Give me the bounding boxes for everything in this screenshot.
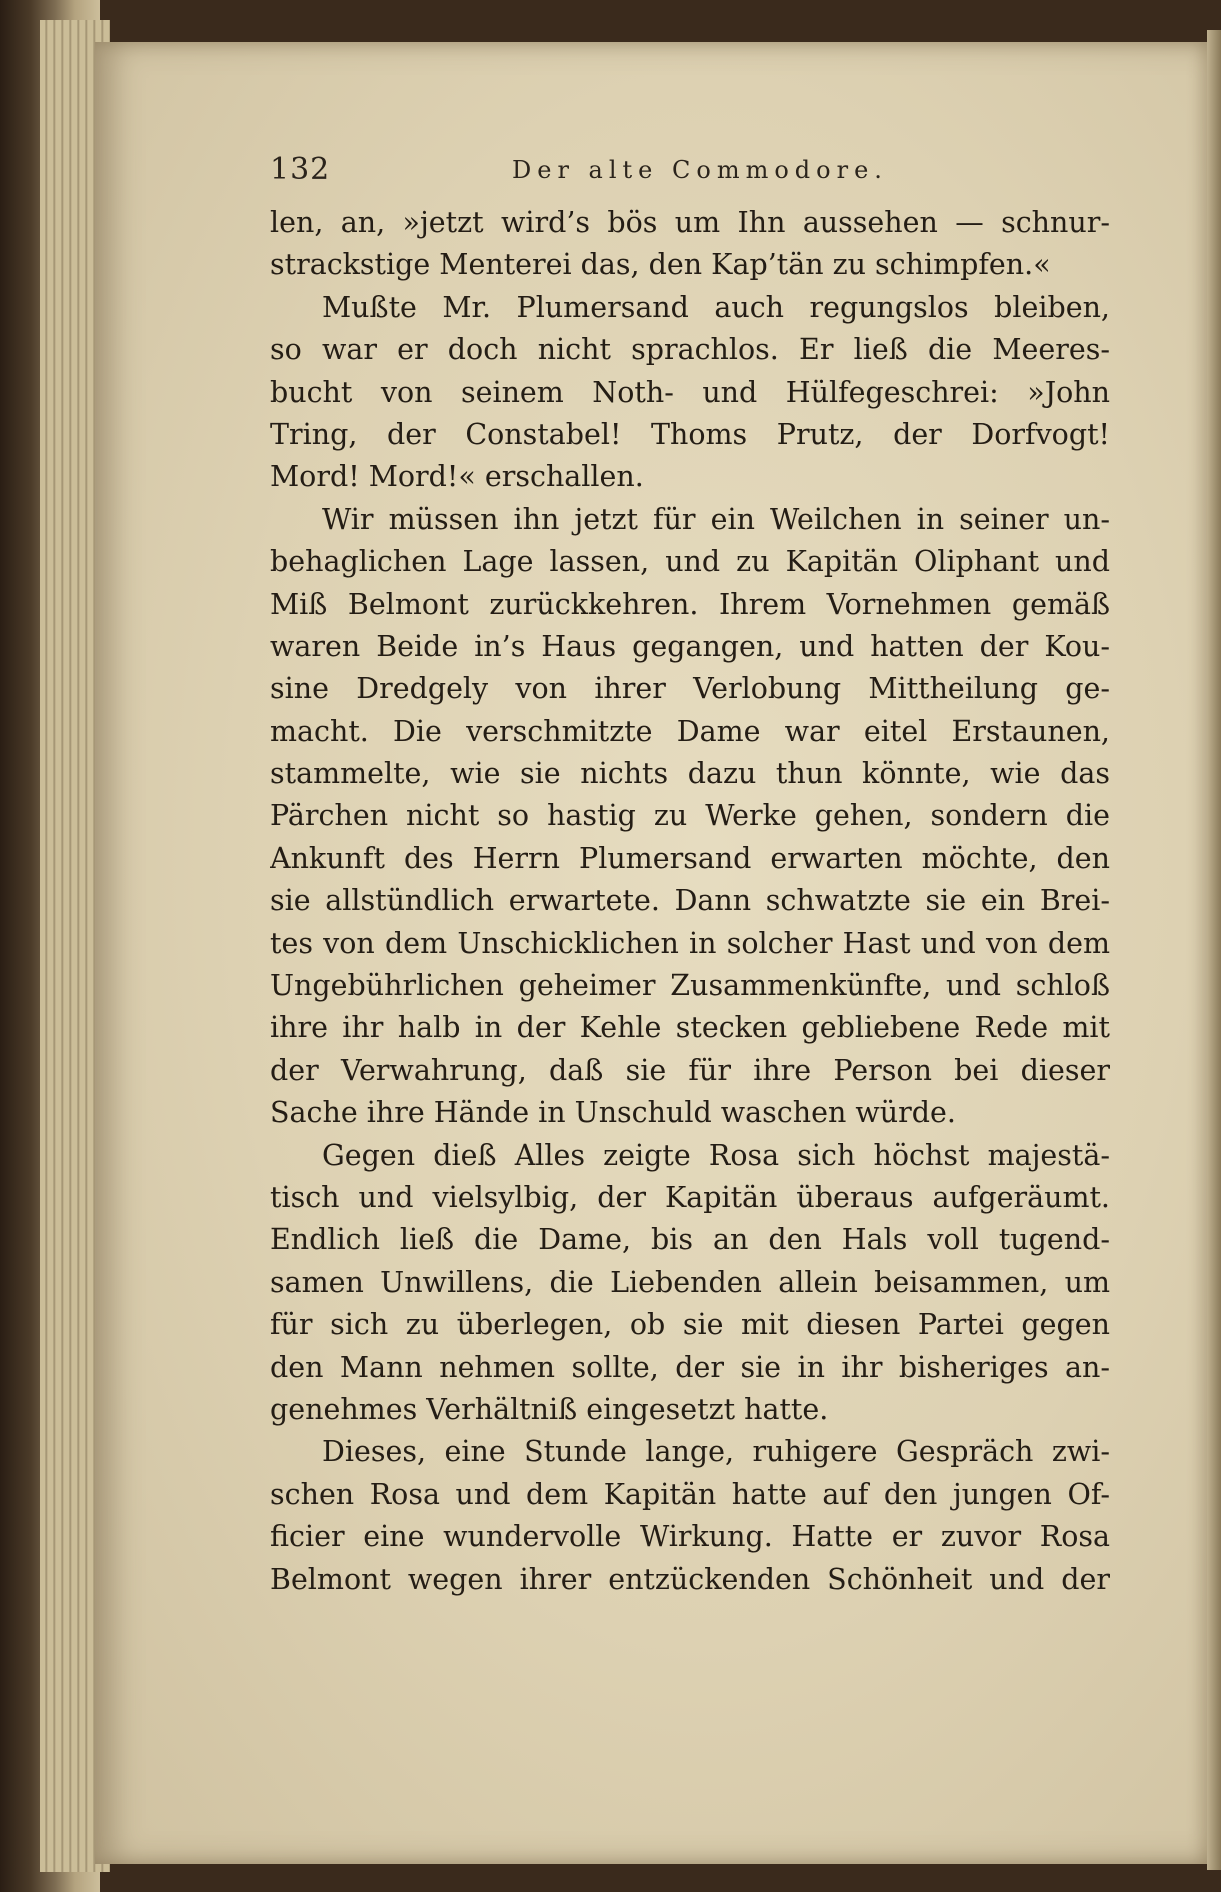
text-line: für sich zu überlegen, ob sie mit diesen Partei gegen <box>270 1308 1110 1342</box>
text-line: sie allstündlich erwartete. Dann schwatzte sie ein Brei- <box>270 884 1110 918</box>
text-line: Pärchen nicht so hastig zu Werke gehen, sondern die <box>270 799 1110 833</box>
body-text <box>270 202 1110 1601</box>
running-title: Der alte Commodore. <box>512 156 888 184</box>
text-line: tisch und vielsylbig, der Kapitän überaus aufgeräumt. <box>270 1180 1110 1214</box>
text-line: Mußte Mr. Plumersand auch regungslos bleiben, <box>322 290 1110 324</box>
text-line: der Verwahrung, daß sie für ihre Person bei dieser <box>270 1053 1110 1087</box>
text-line: den Mann nehmen sollte, der sie in ihr bisheriges an- <box>270 1350 1110 1384</box>
text-line: schen Rosa und dem Kapitän hatte auf den jungen Of- <box>270 1477 1110 1511</box>
page-number: 132 <box>270 152 331 187</box>
text-line: sine Dredgely von ihrer Verlobung Mittheilung ge- <box>270 672 1110 706</box>
text-line: Tring, der Constabel! Thoms Prutz, der Dorfvogt! <box>270 417 1110 451</box>
text-line: genehmes Verhältniß eingesetzt hatte. <box>270 1392 829 1426</box>
text-line: ihre ihr halb in der Kehle stecken gebliebene Rede mit <box>270 1011 1110 1045</box>
text-line: so war er doch nicht sprachlos. Er ließ die Meeres- <box>270 333 1110 367</box>
text-line: macht. Die verschmitzte Dame war eitel Erstaunen, <box>270 714 1110 748</box>
text-line: Mord! Mord!« erschallen. <box>270 460 644 494</box>
text-line: len, an, »jetzt wird’s bös um Ihn aussehen — schnur- <box>270 206 1110 239</box>
right-page-edge <box>1207 30 1221 1870</box>
text-line: Ungebührlichen geheimer Zusammenkünfte, und schloß <box>270 969 1110 1003</box>
text-line: stammelte, wie sie nichts dazu thun könnte, wie das <box>270 757 1110 791</box>
text-line: Sache ihre Hände in Unschuld waschen würde. <box>270 1096 956 1130</box>
text-line: Endlich ließ die Dame, bis an den Hals voll tugend- <box>270 1223 1110 1257</box>
text-line: ficier eine wundervolle Wirkung. Hatte er zuvor Rosa <box>270 1520 1110 1554</box>
text-line: Wir müssen ihn jetzt für ein Weilchen in seiner un- <box>322 502 1110 536</box>
text-line: samen Unwillens, die Liebenden allein beisammen, um <box>270 1265 1110 1299</box>
text-line: strackstige Menterei das, den Kap’tän zu schimpfen.« <box>270 248 1051 282</box>
text-line: behaglichen Lage lassen, und zu Kapitän Oliphant und <box>270 545 1110 579</box>
text-line: Gegen dieß Alles zeigte Rosa sich höchst majestä- <box>322 1138 1110 1172</box>
running-head <box>270 152 1150 192</box>
text-line: Belmont wegen ihrer entzückenden Schönheit und der <box>270 1562 1110 1596</box>
text-line: tes von dem Unschicklichen in solcher Hast und von dem <box>270 926 1110 960</box>
text-line: waren Beide in’s Haus gegangen, und hatten der Kou- <box>270 629 1110 663</box>
text-line: Miß Belmont zurückkehren. Ihrem Vornehmen gemäß <box>270 587 1110 621</box>
text-line: Ankunft des Herrn Plumersand erwarten möchte, den <box>270 841 1110 875</box>
text-line: Dieses, eine Stunde lange, ruhigere Gespräch zwi- <box>322 1435 1110 1469</box>
text-line: bucht von seinem Noth- und Hülfegeschrei: »John <box>270 375 1110 409</box>
